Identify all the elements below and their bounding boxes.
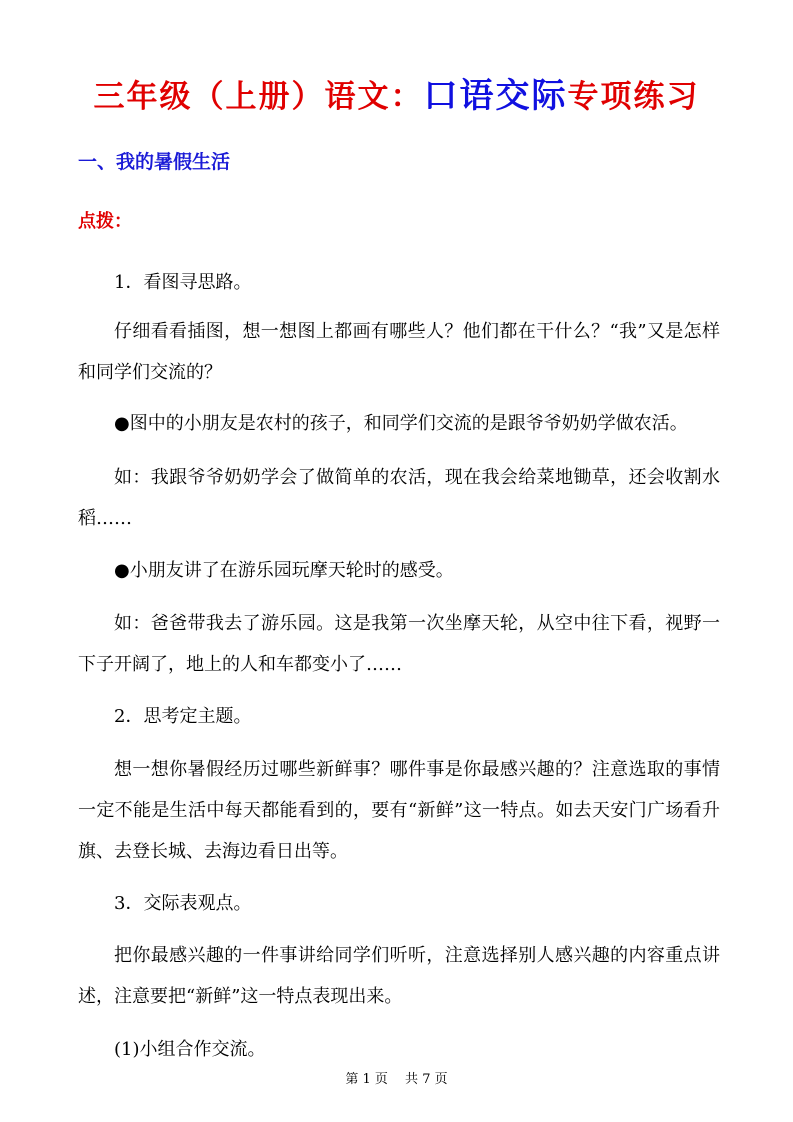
paragraph-example: 如：爸爸带我去了游乐园。这是我第一次坐摩天轮，从空中往下看，视野一下子开阔了，地上的人和车都变小了…… <box>78 613 720 675</box>
paragraph: 想一想你暑假经历过哪些新鲜事？哪件事是你最感兴趣的？注意选取的事情一定不能是生活中每天都能看到的，要有“新鲜”这一特点。如去天安门广场看升旗、去登长城、去海边看日出等。 <box>78 759 720 862</box>
title-part-1: 三年级（上册）语文： <box>93 79 424 115</box>
hint-label: 点拨： <box>78 211 132 232</box>
page-title <box>0 68 793 117</box>
paragraph-step-3: 3．交际表观点。 <box>114 893 252 914</box>
section-heading: 一、我的暑假生活 <box>78 151 231 173</box>
paragraph-bullet: ●图中的小朋友是农村的孩子，和同学们交流的是跟爷爷奶奶学做农活。 <box>114 413 688 434</box>
title-part-3: 专项练习 <box>567 79 700 115</box>
paragraph-bullet: ●小朋友讲了在游乐园玩摩天轮时的感受。 <box>114 560 454 581</box>
paragraph-example: 如：我跟爷爷奶奶学会了做简单的农活，现在我会给菜地锄草，还会收割水稻…… <box>78 467 720 529</box>
paragraph-sub-item: (1)小组合作交流。 <box>114 1039 266 1060</box>
paragraph: 仔细看看插图，想一想图上都画有哪些人？他们都在干什么？“我”又是怎样和同学们交流的？ <box>78 321 720 383</box>
paragraph-step-2: 2．思考定主题。 <box>114 706 252 727</box>
page-footer: 第 1 页 共 7 页 <box>345 1072 448 1087</box>
title-part-2: 口语交际 <box>423 76 568 116</box>
paragraph: 把你最感兴趣的一件事讲给同学们听听，注意选择别人感兴趣的内容重点讲述，注意要把“新鲜”这一特点表现出来。 <box>78 945 720 1007</box>
paragraph-step-1: 1．看图寻思路。 <box>114 272 252 293</box>
